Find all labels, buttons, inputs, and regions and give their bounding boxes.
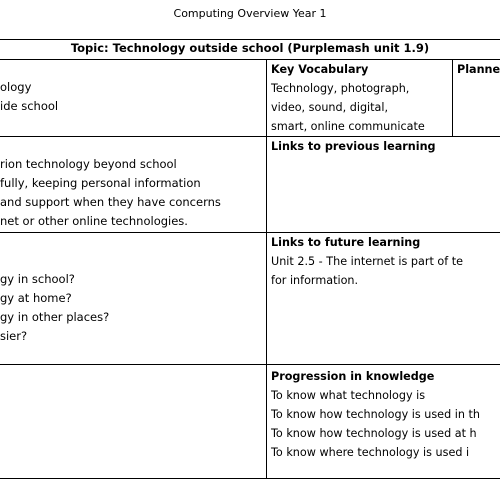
future-learning-line: Unit 2.5 - The internet is part of te bbox=[271, 255, 464, 268]
progression-heading: Progression in knowledge bbox=[271, 370, 435, 383]
left-cell-1-line: ology bbox=[0, 80, 32, 94]
previous-learning-cell bbox=[271, 137, 436, 156]
table-border-bottom bbox=[0, 478, 500, 479]
previous-learning-heading: Links to previous learning bbox=[271, 140, 436, 153]
table-border-top bbox=[0, 39, 500, 40]
left-cell-2-line: fully, keeping personal information bbox=[0, 176, 201, 190]
key-vocabulary-line: Technology, photograph, bbox=[271, 82, 410, 95]
progression-line: To know where technology is used i bbox=[271, 446, 470, 459]
key-vocabulary-cell bbox=[271, 60, 425, 136]
table-planned-divider bbox=[452, 59, 453, 136]
table-column-divider bbox=[266, 59, 267, 478]
future-learning-cell bbox=[271, 233, 463, 290]
left-cell-1-line: ide school bbox=[0, 99, 59, 113]
table-rule-row3 bbox=[0, 364, 500, 365]
table-rule-topic bbox=[0, 59, 500, 60]
progression-cell bbox=[271, 367, 480, 462]
progression-line: To know what technology is bbox=[271, 389, 426, 402]
key-vocabulary-heading: Key Vocabulary bbox=[271, 63, 369, 76]
left-cell-3-line: gy in school? bbox=[0, 272, 75, 286]
left-cell-2-line: and support when they have concerns bbox=[0, 195, 221, 209]
planned-cell bbox=[457, 60, 500, 79]
left-cell-2-line: net or other online technologies. bbox=[0, 214, 188, 228]
progression-line: To know how technology is used in th bbox=[271, 408, 480, 421]
future-learning-heading: Links to future learning bbox=[271, 236, 421, 249]
future-learning-line: for information. bbox=[271, 274, 359, 287]
left-cell-2 bbox=[0, 155, 221, 231]
left-cell-1 bbox=[0, 78, 58, 116]
key-vocabulary-line: smart, online communicate bbox=[271, 120, 425, 133]
left-cell-3-line: sier? bbox=[0, 329, 28, 343]
left-cell-3-line: gy in other places? bbox=[0, 310, 110, 324]
topic-heading: Topic: Technology outside school (Purplemash unit 1.9) bbox=[70, 41, 430, 55]
progression-line: To know how technology is used at h bbox=[271, 427, 477, 440]
document-title: Computing Overview Year 1 bbox=[173, 7, 327, 20]
left-cell-3-line: gy at home? bbox=[0, 291, 72, 305]
key-vocabulary-line: video, sound, digital, bbox=[271, 101, 389, 114]
planned-heading: Planne bbox=[457, 63, 500, 76]
left-cell-2-line: rion technology beyond school bbox=[0, 157, 177, 171]
left-cell-3 bbox=[0, 270, 109, 346]
